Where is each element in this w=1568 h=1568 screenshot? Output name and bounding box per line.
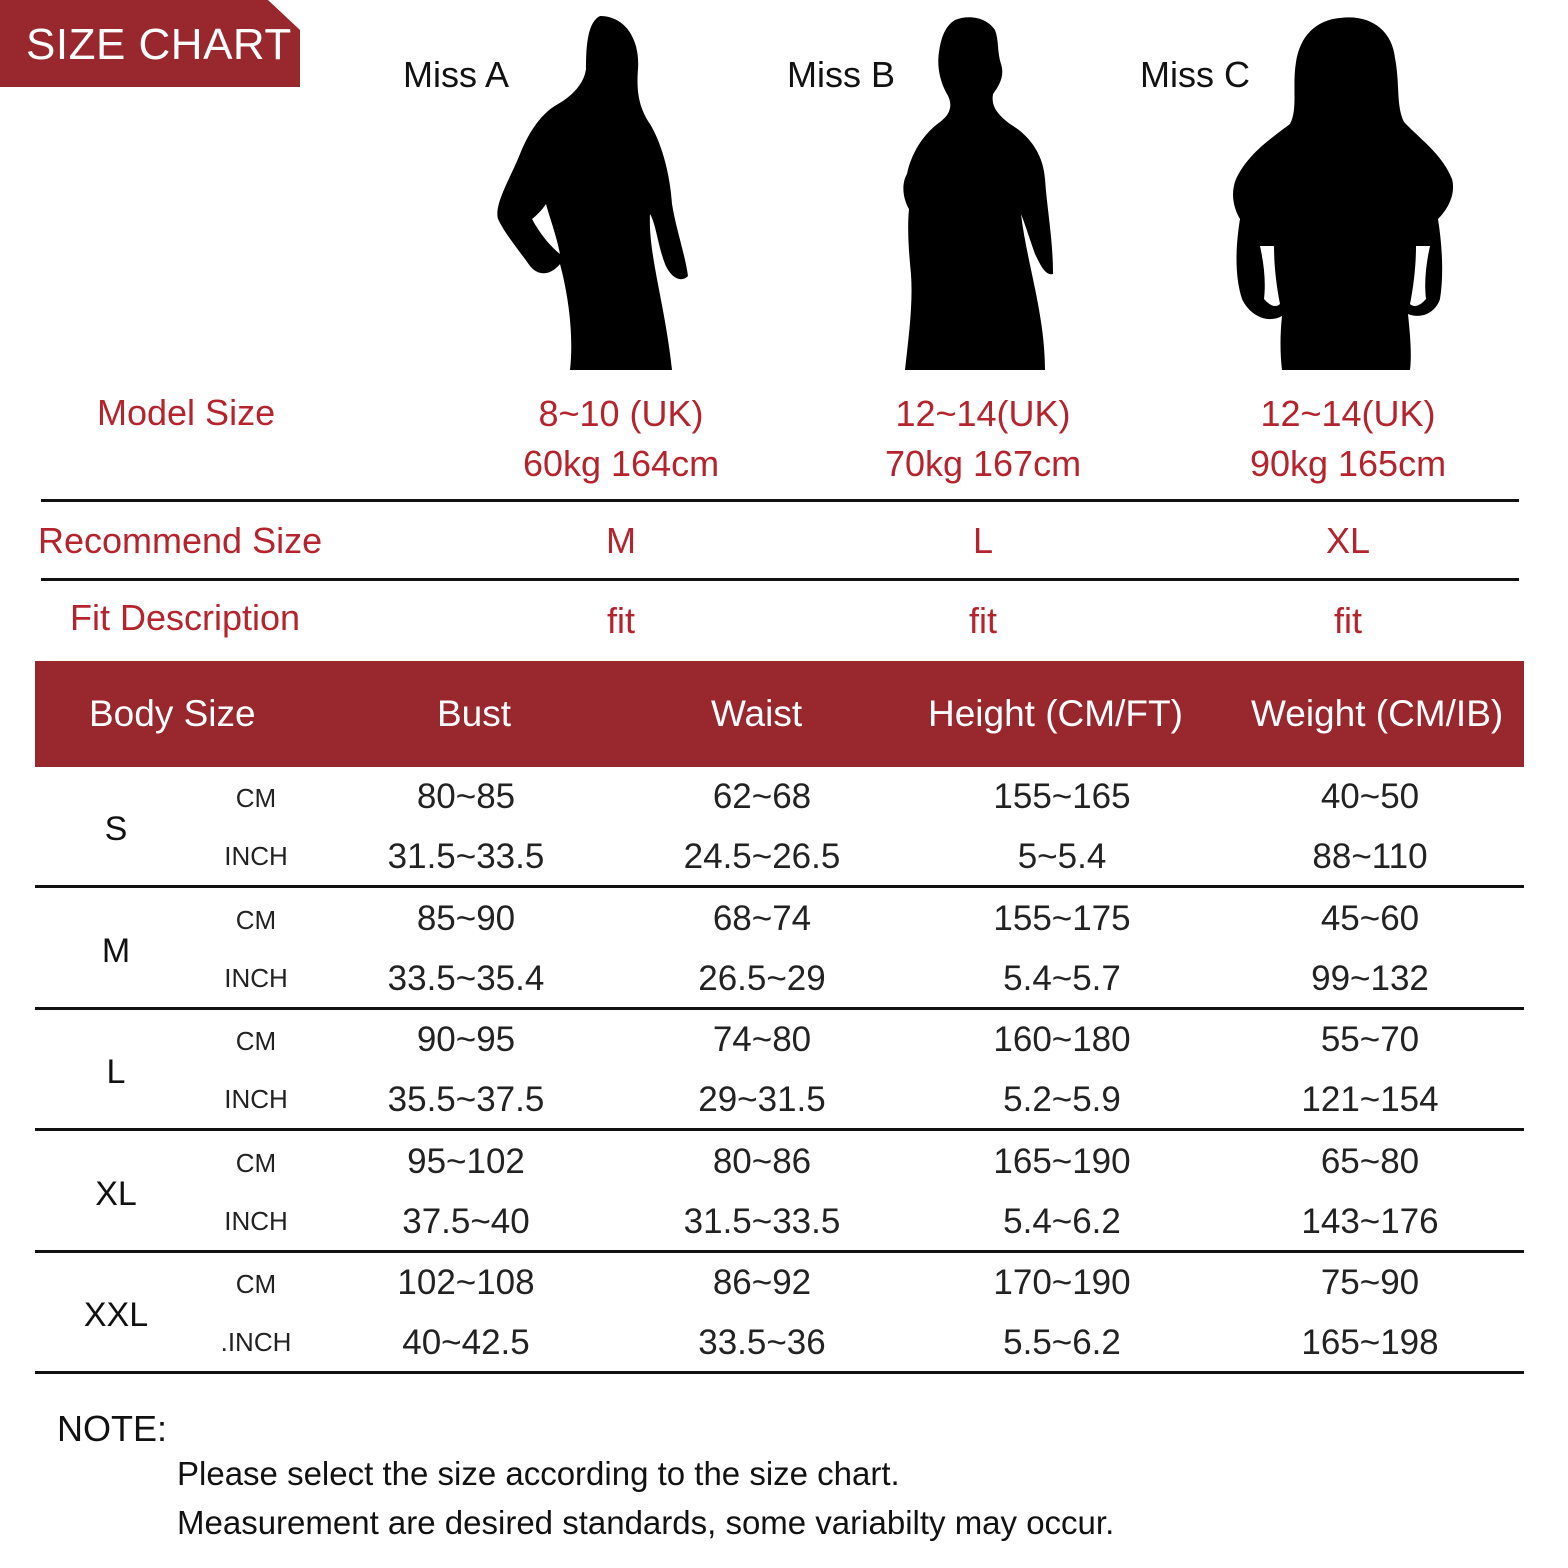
row-divider [35,1007,1524,1010]
cell-cm: 160~180 [993,1020,1131,1059]
cell-cm: 68~74 [712,898,812,938]
model-name-b: Miss B [787,54,895,95]
cell-inch: 5.4~5.7 [1003,958,1121,998]
cell-inch: 5~5.4 [1017,837,1107,876]
divider [41,499,1519,502]
cell-cm: 80~86 [712,1141,812,1181]
cell-cm: 55~70 [1320,1020,1420,1059]
cell-cm: 80~85 [416,777,516,816]
cell-inch: 40~42.5 [402,1323,530,1362]
model-c-stats: 90kg 165cm [1249,443,1447,484]
cell-inch: 121~154 [1301,1080,1439,1119]
unit-inch-label: INCH [224,1084,288,1114]
unit-inch-label: INCH [224,1205,288,1236]
cell-cm: 170~190 [993,1263,1131,1302]
model-size-label: Model Size [97,392,276,433]
cell-inch: 26.5~29 [698,958,826,998]
header-body-size: Body Size [89,693,256,734]
cell-inch: 143~176 [1301,1201,1439,1241]
model-c-size [1250,389,1446,489]
row-divider [35,1371,1524,1374]
cell-cm: 62~68 [712,777,812,816]
divider [41,578,1519,581]
cell-cm: 45~60 [1320,898,1420,938]
header-weight: Weight (CM/IB) [1251,693,1504,734]
cell-cm: 155~175 [993,898,1131,938]
row-size-label: M [101,931,131,970]
note-line-2: Measurement are desired standards, some variabilty may occur. [177,1504,1115,1541]
unit-cm-label: CM [235,783,277,813]
fit-b: fit [968,600,998,641]
cell-inch: 31.5~33.5 [387,837,545,876]
cell-inch: 99~132 [1311,958,1429,998]
row-size-label: S [104,810,128,848]
cell-inch: 165~198 [1301,1323,1439,1362]
cell-cm: 75~90 [1320,1263,1420,1302]
cell-inch: 5.2~5.9 [1003,1080,1121,1119]
model-b-stats: 70kg 167cm [884,443,1082,484]
cell-cm: 65~80 [1320,1141,1420,1181]
cell-cm: 102~108 [397,1263,535,1302]
cell-inch: 88~110 [1312,837,1428,876]
unit-cm-label: CM [235,1147,277,1178]
cell-inch: 37.5~40 [402,1201,530,1241]
model-b-size-uk: 12~14(UK) [895,393,1071,434]
row-divider [35,1128,1524,1131]
fit-a: fit [606,600,636,641]
recommend-size-a: M [606,520,636,561]
cell-inch: 31.5~33.5 [683,1201,841,1241]
unit-cm-label: CM [235,1026,277,1056]
unit-inch-label: INCH [224,841,288,871]
silhouette-plus-icon [1230,14,1460,370]
cell-cm: 74~80 [712,1020,812,1059]
cell-inch: 29~31.5 [698,1080,826,1119]
note-line-1: Please select the size according to the size chart. [177,1455,900,1492]
fit-description-label: Fit Description [70,597,301,638]
recommend-size-b: L [972,520,994,561]
cell-cm: 86~92 [712,1263,812,1302]
header-bust: Bust [437,693,512,734]
table-header [35,661,1524,767]
model-a-size-uk: 8~10 (UK) [538,393,704,434]
fit-c: fit [1333,600,1363,641]
recommend-size-c: XL [1325,520,1371,561]
cell-inch: 24.5~26.5 [683,837,841,876]
cell-cm: 90~95 [416,1020,516,1059]
model-b-size [885,389,1081,489]
cell-inch: 35.5~37.5 [387,1080,545,1119]
model-name-a: Miss A [403,54,510,95]
recommend-size-label: Recommend Size [38,520,323,561]
row-size-label: XXL [83,1296,149,1334]
silhouette-slim-icon [490,14,700,370]
cell-cm: 95~102 [407,1141,525,1181]
header-height: Height (CM/FT) [928,693,1183,734]
cell-inch: 5.4~6.2 [1003,1201,1121,1241]
unit-cm-label: CM [235,904,277,935]
unit-inch-label: INCH [224,962,288,993]
unit-inch-label: .INCH [220,1327,292,1357]
cell-inch: 5.5~6.2 [1003,1323,1121,1362]
cell-inch: 33.5~35.4 [387,958,545,998]
size-chart-title: SIZE CHART [26,20,292,69]
note-title: NOTE: [57,1408,168,1449]
row-size-label: XL [95,1174,137,1213]
model-a-stats: 60kg 164cm [522,443,720,484]
row-divider [35,1250,1524,1253]
cell-cm: 155~165 [993,777,1131,816]
unit-cm-label: CM [235,1269,277,1299]
model-a-size [523,389,719,489]
cell-inch: 33.5~36 [698,1323,826,1362]
cell-cm: 165~190 [993,1141,1131,1181]
row-divider [35,885,1524,888]
header-waist: Waist [711,693,803,734]
model-c-size-uk: 12~14(UK) [1260,393,1436,434]
silhouette-medium-icon [895,14,1060,370]
model-name-c: Miss C [1140,54,1250,95]
cell-cm: 85~90 [416,898,516,938]
row-size-label: L [106,1053,126,1091]
cell-cm: 40~50 [1320,777,1420,816]
